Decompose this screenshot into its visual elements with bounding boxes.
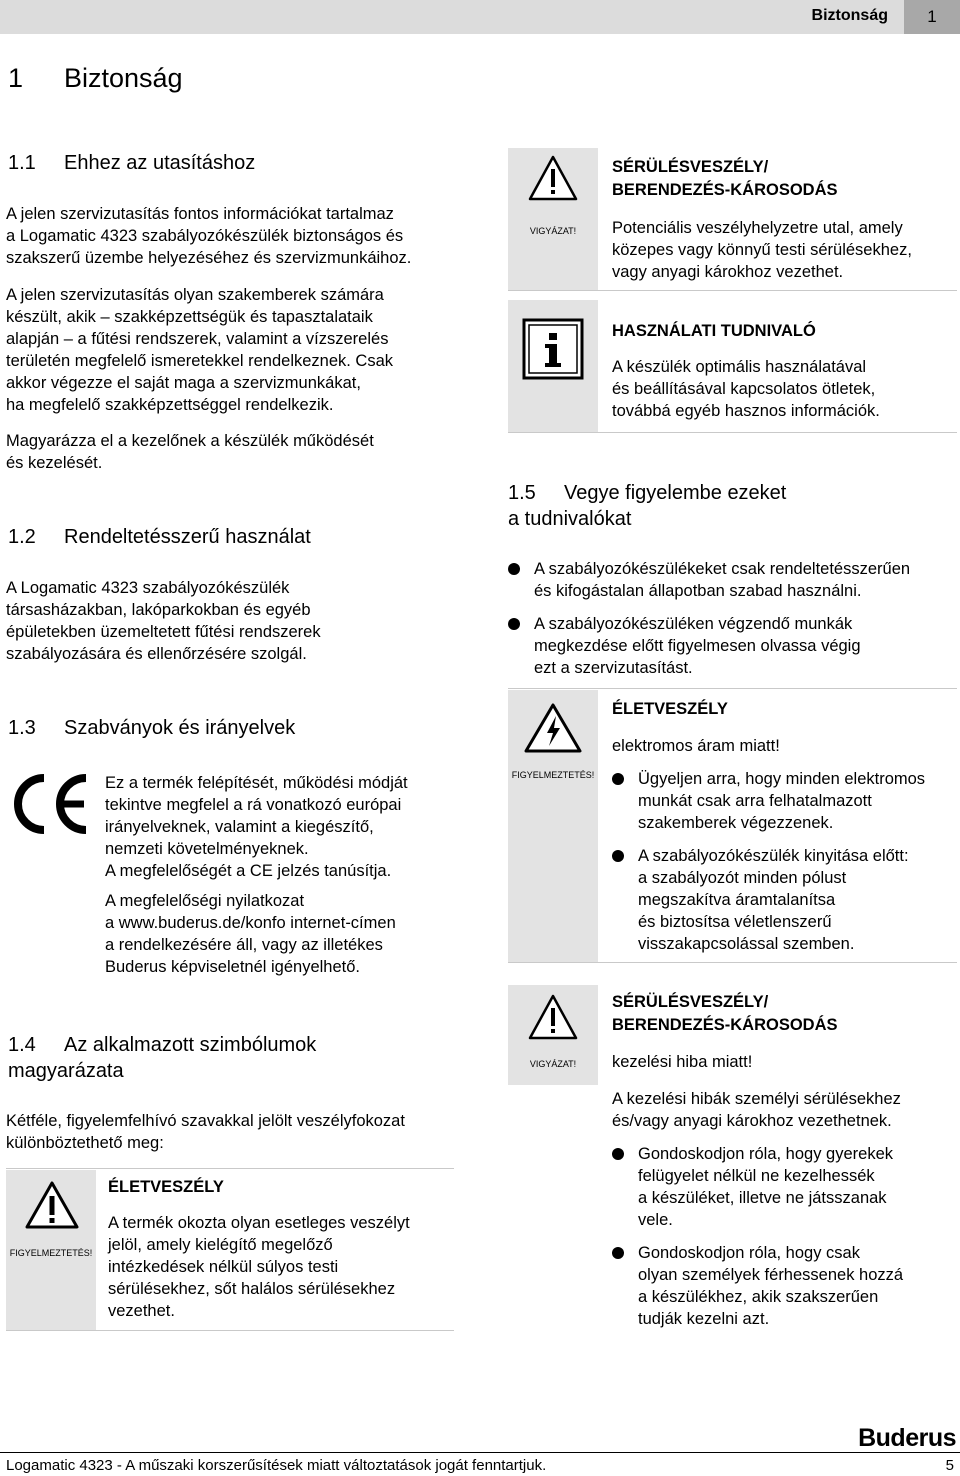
electric-heading: ÉLETVESZÉLY: [612, 700, 728, 718]
section-1-1-heading: [8, 150, 255, 176]
caution-label: VIGYÁZAT!: [529, 226, 577, 236]
text-line: és kifogástalan állapotban szabad használni.: [534, 582, 862, 600]
bullet-icon: [612, 1247, 624, 1259]
divider: [508, 962, 957, 963]
text-line: készült, akik – szakképzettségük és tapasztalataik: [6, 308, 373, 326]
list-item: [612, 845, 957, 955]
paragraph: [6, 430, 476, 474]
section-1-5-heading: [508, 480, 786, 532]
paragraph: [6, 203, 476, 269]
electric-hazard-icon: [523, 702, 583, 759]
running-header-page-tab: 1: [904, 0, 960, 34]
section-title: Vegye figyelembe ezeket: [564, 482, 787, 504]
divider: [508, 290, 957, 291]
info-text: [612, 356, 957, 422]
text-line: a Logamatic 4323 szabályozókészülék biztonságos és: [6, 227, 404, 245]
text-line: alapján – a fűtési rendszerek, valamint a vízszerelés: [6, 330, 389, 348]
text-line: a készüléket, illetve ne játsszanak: [638, 1189, 887, 1207]
paragraph: [105, 772, 475, 882]
paragraph: [6, 284, 476, 416]
section-title-line: magyarázata: [8, 1060, 124, 1082]
text-line: munkát csak arra felhatalmazott: [638, 792, 872, 810]
divider: [6, 1330, 454, 1331]
text-line: akkor végezze el saját maga a szervizmunkákat,: [6, 374, 361, 392]
text-line: Potenciális veszélyhelyzetre utal, amely: [612, 219, 903, 237]
text-line: és/vagy anyagi károkhoz vezethetnek.: [612, 1112, 892, 1130]
text-line: jelöl, amely kielégítő megelőző: [108, 1236, 333, 1254]
damage-bullet-list: [612, 1143, 957, 1330]
section-title: Rendeltetésszerű használat: [64, 526, 311, 548]
text-line: A szabályozókészülékeket csak rendeltetésszerűen: [534, 560, 911, 578]
bullet-icon: [612, 1148, 624, 1160]
section-number: 1.3: [8, 717, 36, 739]
hazard-heading: ÉLETVESZÉLY: [108, 1178, 224, 1196]
text-line: A termék okozta olyan esetleges veszélyt: [108, 1214, 410, 1232]
text-line: BERENDEZÉS-KÁROSODÁS: [612, 1016, 838, 1034]
electric-warning-icon-box: [508, 690, 598, 962]
text-line: Gondoskodjon róla, hogy gyerekek: [638, 1145, 893, 1163]
caution-triangle-icon: [527, 993, 579, 1046]
text-line: Ez a termék felépítését, működési módját: [105, 774, 408, 792]
text-line: a szabályozót minden pólust: [638, 869, 847, 887]
damage-heading: [612, 991, 838, 1037]
caution-heading: [612, 156, 838, 202]
list-item: [612, 1143, 957, 1231]
section-title: Az alkalmazott szimbólumok: [64, 1034, 317, 1056]
damage-caution-icon-box: [508, 985, 598, 1085]
text-line: és biztosítsa véletlenszerű: [638, 913, 832, 931]
text-line: épületekben üzemeltetett fűtési rendszerek: [6, 623, 321, 641]
section-1-2-heading: [8, 524, 311, 550]
caution-text: [612, 217, 957, 283]
section-1-4-heading: [8, 1032, 316, 1084]
text-line: társasházakban, lakóparkokban és egyéb: [6, 601, 311, 619]
damage-text: [612, 1088, 957, 1132]
text-line: Buderus képviseletnél igényelhető.: [105, 958, 361, 976]
text-line: visszakapcsolással szemben.: [638, 935, 855, 953]
text-line: megkezdése előtt figyelmesen olvassa végig: [534, 637, 861, 655]
text-line: és kezelését.: [6, 454, 103, 472]
text-line: a rendelkezésére áll, vagy az illetékes: [105, 936, 383, 954]
text-line: Ügyeljen arra, hogy minden elektromos: [638, 770, 926, 788]
section-title: Ehhez az utasításhoz: [64, 152, 256, 174]
text-line: A jelen szervizutasítás fontos információkat tartalmaz: [6, 205, 394, 223]
section-number: 1.2: [8, 526, 36, 548]
bullet-icon: [612, 850, 624, 862]
paragraph: [6, 1110, 476, 1154]
text-line: szabályozására és ellenőrzésére szolgál.: [6, 645, 307, 663]
text-line: SÉRÜLÉSVESZÉLY/: [612, 158, 769, 176]
list-item: [612, 1242, 957, 1330]
text-line: irányelveknek, valamint a kiegészítő,: [105, 818, 374, 836]
text-line: különböztethető meg:: [6, 1134, 164, 1152]
text-line: A Logamatic 4323 szabályozókészülék: [6, 579, 290, 597]
text-line: A jelen szervizutasítás olyan szakemberek számára: [6, 286, 384, 304]
text-line: A megfelelőségét a CE jelzés tanúsítja.: [105, 862, 392, 880]
electric-warning-label: FIGYELMEZTETÉS!: [511, 770, 595, 780]
text-line: Kétféle, figyelemfelhívó szavakkal jelölt veszélyfokozat: [6, 1112, 405, 1130]
text-line: felügyelet nélkül ne kezelhessék: [638, 1167, 875, 1185]
running-header-title: Biztonság: [811, 7, 888, 24]
chapter-number: 1: [8, 63, 24, 93]
text-line: A megfelelőségi nyilatkozat: [105, 892, 305, 910]
text-line: vagy anyagi károkhoz vezethet.: [612, 263, 844, 281]
paragraph: [105, 890, 475, 978]
text-line: Magyarázza el a kezelőnek a készülék működését: [6, 432, 374, 450]
text-line: tekintve megfelel a rá vonatkozó európai: [105, 796, 402, 814]
divider: [508, 432, 957, 433]
buderus-logo: Buderus: [858, 1424, 956, 1452]
text-line: olyan személyek férhessenek hozzá: [638, 1266, 904, 1284]
text-line: továbbá egyéb hasznos információk.: [612, 402, 880, 420]
hazard-text: [108, 1212, 453, 1322]
divider: [508, 688, 957, 689]
info-icon-box: [508, 300, 598, 432]
text-line: szakszerű üzembe helyezéséhez és szervizmunkáihoz.: [6, 249, 412, 267]
text-line: sérülésekhez, sőt halálos sérülésekhez: [108, 1280, 396, 1298]
footer-rule: [0, 1452, 960, 1453]
text-line: BERENDEZÉS-KÁROSODÁS: [612, 181, 838, 199]
text-line: A szabályozókészüléken végzendő munkák: [534, 615, 853, 633]
text-line: A kezelési hibák személyi sérülésekhez: [612, 1090, 901, 1108]
electric-subheading: elektromos áram miatt!: [612, 737, 780, 755]
section-number: 1.1: [8, 152, 36, 174]
list-item: [508, 558, 958, 602]
warning-icon-box: [6, 1170, 96, 1330]
caution-triangle-icon: [527, 154, 579, 207]
chapter-title: [8, 62, 183, 94]
section-number: 1.5: [508, 482, 536, 504]
info-heading: HASZNÁLATI TUDNIVALÓ: [612, 322, 816, 340]
bullet-icon: [612, 773, 624, 785]
text-line: ha megfelelő szakképzettséggel rendelkezik.: [6, 396, 334, 414]
list-item: [612, 768, 957, 834]
text-line: megszakítva áramtalanítsa: [638, 891, 836, 909]
bullet-icon: [508, 618, 520, 630]
text-line: szakemberek végezzenek.: [638, 814, 834, 832]
text-line: SÉRÜLÉSVESZÉLY/: [612, 993, 769, 1011]
section-title: Szabványok és irányelvek: [64, 717, 296, 739]
bullet-icon: [508, 563, 520, 575]
text-line: A készülék optimális használatával: [612, 358, 867, 376]
text-line: intézkedések nélkül súlyos testi: [108, 1258, 339, 1276]
paragraph: [6, 577, 476, 665]
text-line: területén megfelelő ismeretekkel rendelkeznek. Csak: [6, 352, 394, 370]
caution-icon-box: [508, 148, 598, 290]
divider: [6, 1168, 454, 1169]
text-line: vele.: [638, 1211, 673, 1229]
text-line: A szabályozókészülék kinyitása előtt:: [638, 847, 909, 865]
footer-text: Logamatic 4323 - A műszaki korszerűsítések miatt változtatások jogát fenntartjuk.: [6, 1457, 547, 1474]
damage-subheading: kezelési hiba miatt!: [612, 1053, 753, 1071]
text-line: és beállításával kapcsolatos ötletek,: [612, 380, 876, 398]
list-item: [508, 613, 958, 679]
text-line: a www.buderus.de/konfo internet-címen: [105, 914, 396, 932]
section-1-3-heading: [8, 715, 295, 741]
text-line: tudják kezelni azt.: [638, 1310, 770, 1328]
section-title-line: a tudnivalókat: [508, 508, 632, 530]
ce-mark-icon: [12, 772, 92, 836]
footer-page-number: 5: [945, 1457, 954, 1474]
text-line: közepes vagy könnyű testi sérülésekhez,: [612, 241, 912, 259]
text-line: Gondoskodjon róla, hogy csak: [638, 1244, 860, 1262]
text-line: vezethet.: [108, 1302, 175, 1320]
bullet-list: [508, 558, 958, 679]
warning-label: FIGYELMEZTETÉS!: [9, 1248, 93, 1258]
chapter-title-text: Biztonság: [64, 63, 183, 93]
text-line: nemzeti követelményeknek.: [105, 840, 309, 858]
text-line: a készülékhez, akik szakszerűen: [638, 1288, 879, 1306]
text-line: ezt a szervizutasítást.: [534, 659, 693, 677]
electric-bullet-list: [612, 768, 957, 955]
warning-triangle-icon: [24, 1180, 80, 1235]
info-icon: [522, 318, 584, 385]
section-number: 1.4: [8, 1034, 36, 1056]
damage-caution-label: VIGYÁZAT!: [529, 1059, 577, 1069]
